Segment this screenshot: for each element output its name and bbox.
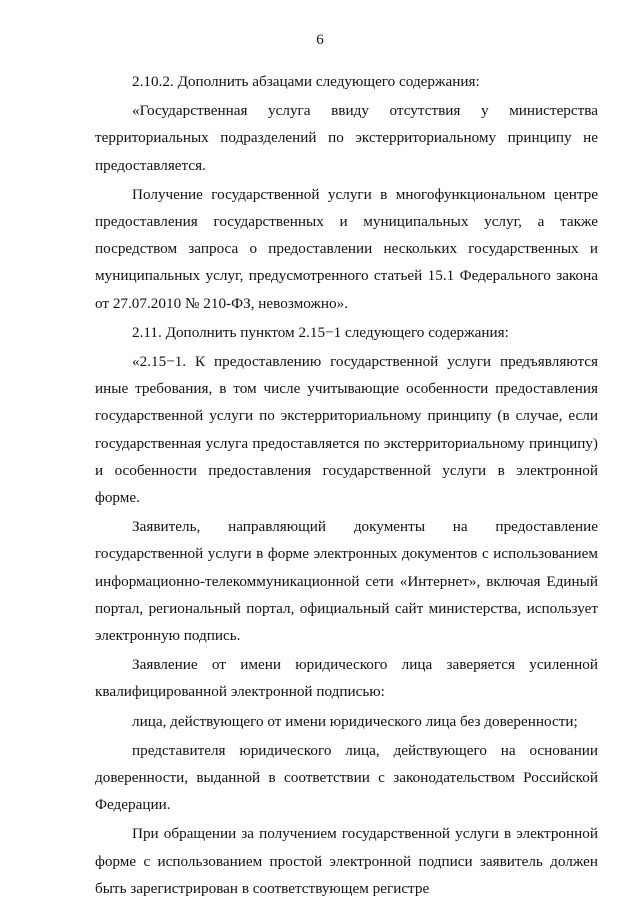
paragraph-legal-entity-signature: Заявление от имени юридического лица заверяется усиленной квалифицированной электронной подписью: (95, 656, 598, 701)
paragraph-mfc-not-possible: Получение государственной услуги в многофункциональном центре предоставления государственных и муниципальных услуг, а также посредством запроса о предоставлении нескольких государственных и муниципальных услуг, предусмотренного статьей 15.1 Федерального закона от 27.07.2010 № 210-ФЗ, невозможно». (95, 185, 598, 312)
paragraph-person-without-poa: лица, действующего от имени юридического лица без доверенности; (132, 712, 578, 730)
paragraph-2-15-1-requirements: «2.15−1. К предоставлению государственной услуги предъявляются иные требования, в том числе учитывающие особенности предоставления государственной услуги по экстерриториальному принципу (в случае, если государственная услуга предоставляется по экстерриториальному принципу) и особенности предоставления государственной услуги в электронной форме. (95, 353, 598, 507)
paragraph-applicant-electronic-signature: Заявитель, направляющий документы на предоставление государственной услуги в форме электронных документов с использованием информационно-телекоммуникационной сети «Интернет», включая Единый портал, региональный портал, официальный сайт министерства, использует электронную подпись. (95, 518, 598, 645)
paragraph-no-territorial-units: «Государственная услуга ввиду отсутствия у министерства территориальных подразделений по экстерриториальному принципу не предоставляется. (95, 102, 598, 174)
page-number: 6 (316, 32, 324, 48)
paragraph-representative-with-poa: представителя юридического лица, действующего на основании доверенности, выданной в соответствии с законодательством Российской Федерации. (95, 741, 598, 814)
paragraph-simple-signature-registration: При обращении за получением государственной услуги в электронной форме с использованием простой электронной подписи заявитель должен быть зарегистрирован в соответствующем регистре (95, 825, 598, 897)
paragraph-2-10-2-heading: 2.10.2. Дополнить абзацами следующего содержания: (132, 73, 480, 90)
document-body (95, 68, 598, 902)
paragraph-2-11-heading: 2.11. Дополнить пунктом 2.15−1 следующего содержания: (132, 323, 509, 341)
